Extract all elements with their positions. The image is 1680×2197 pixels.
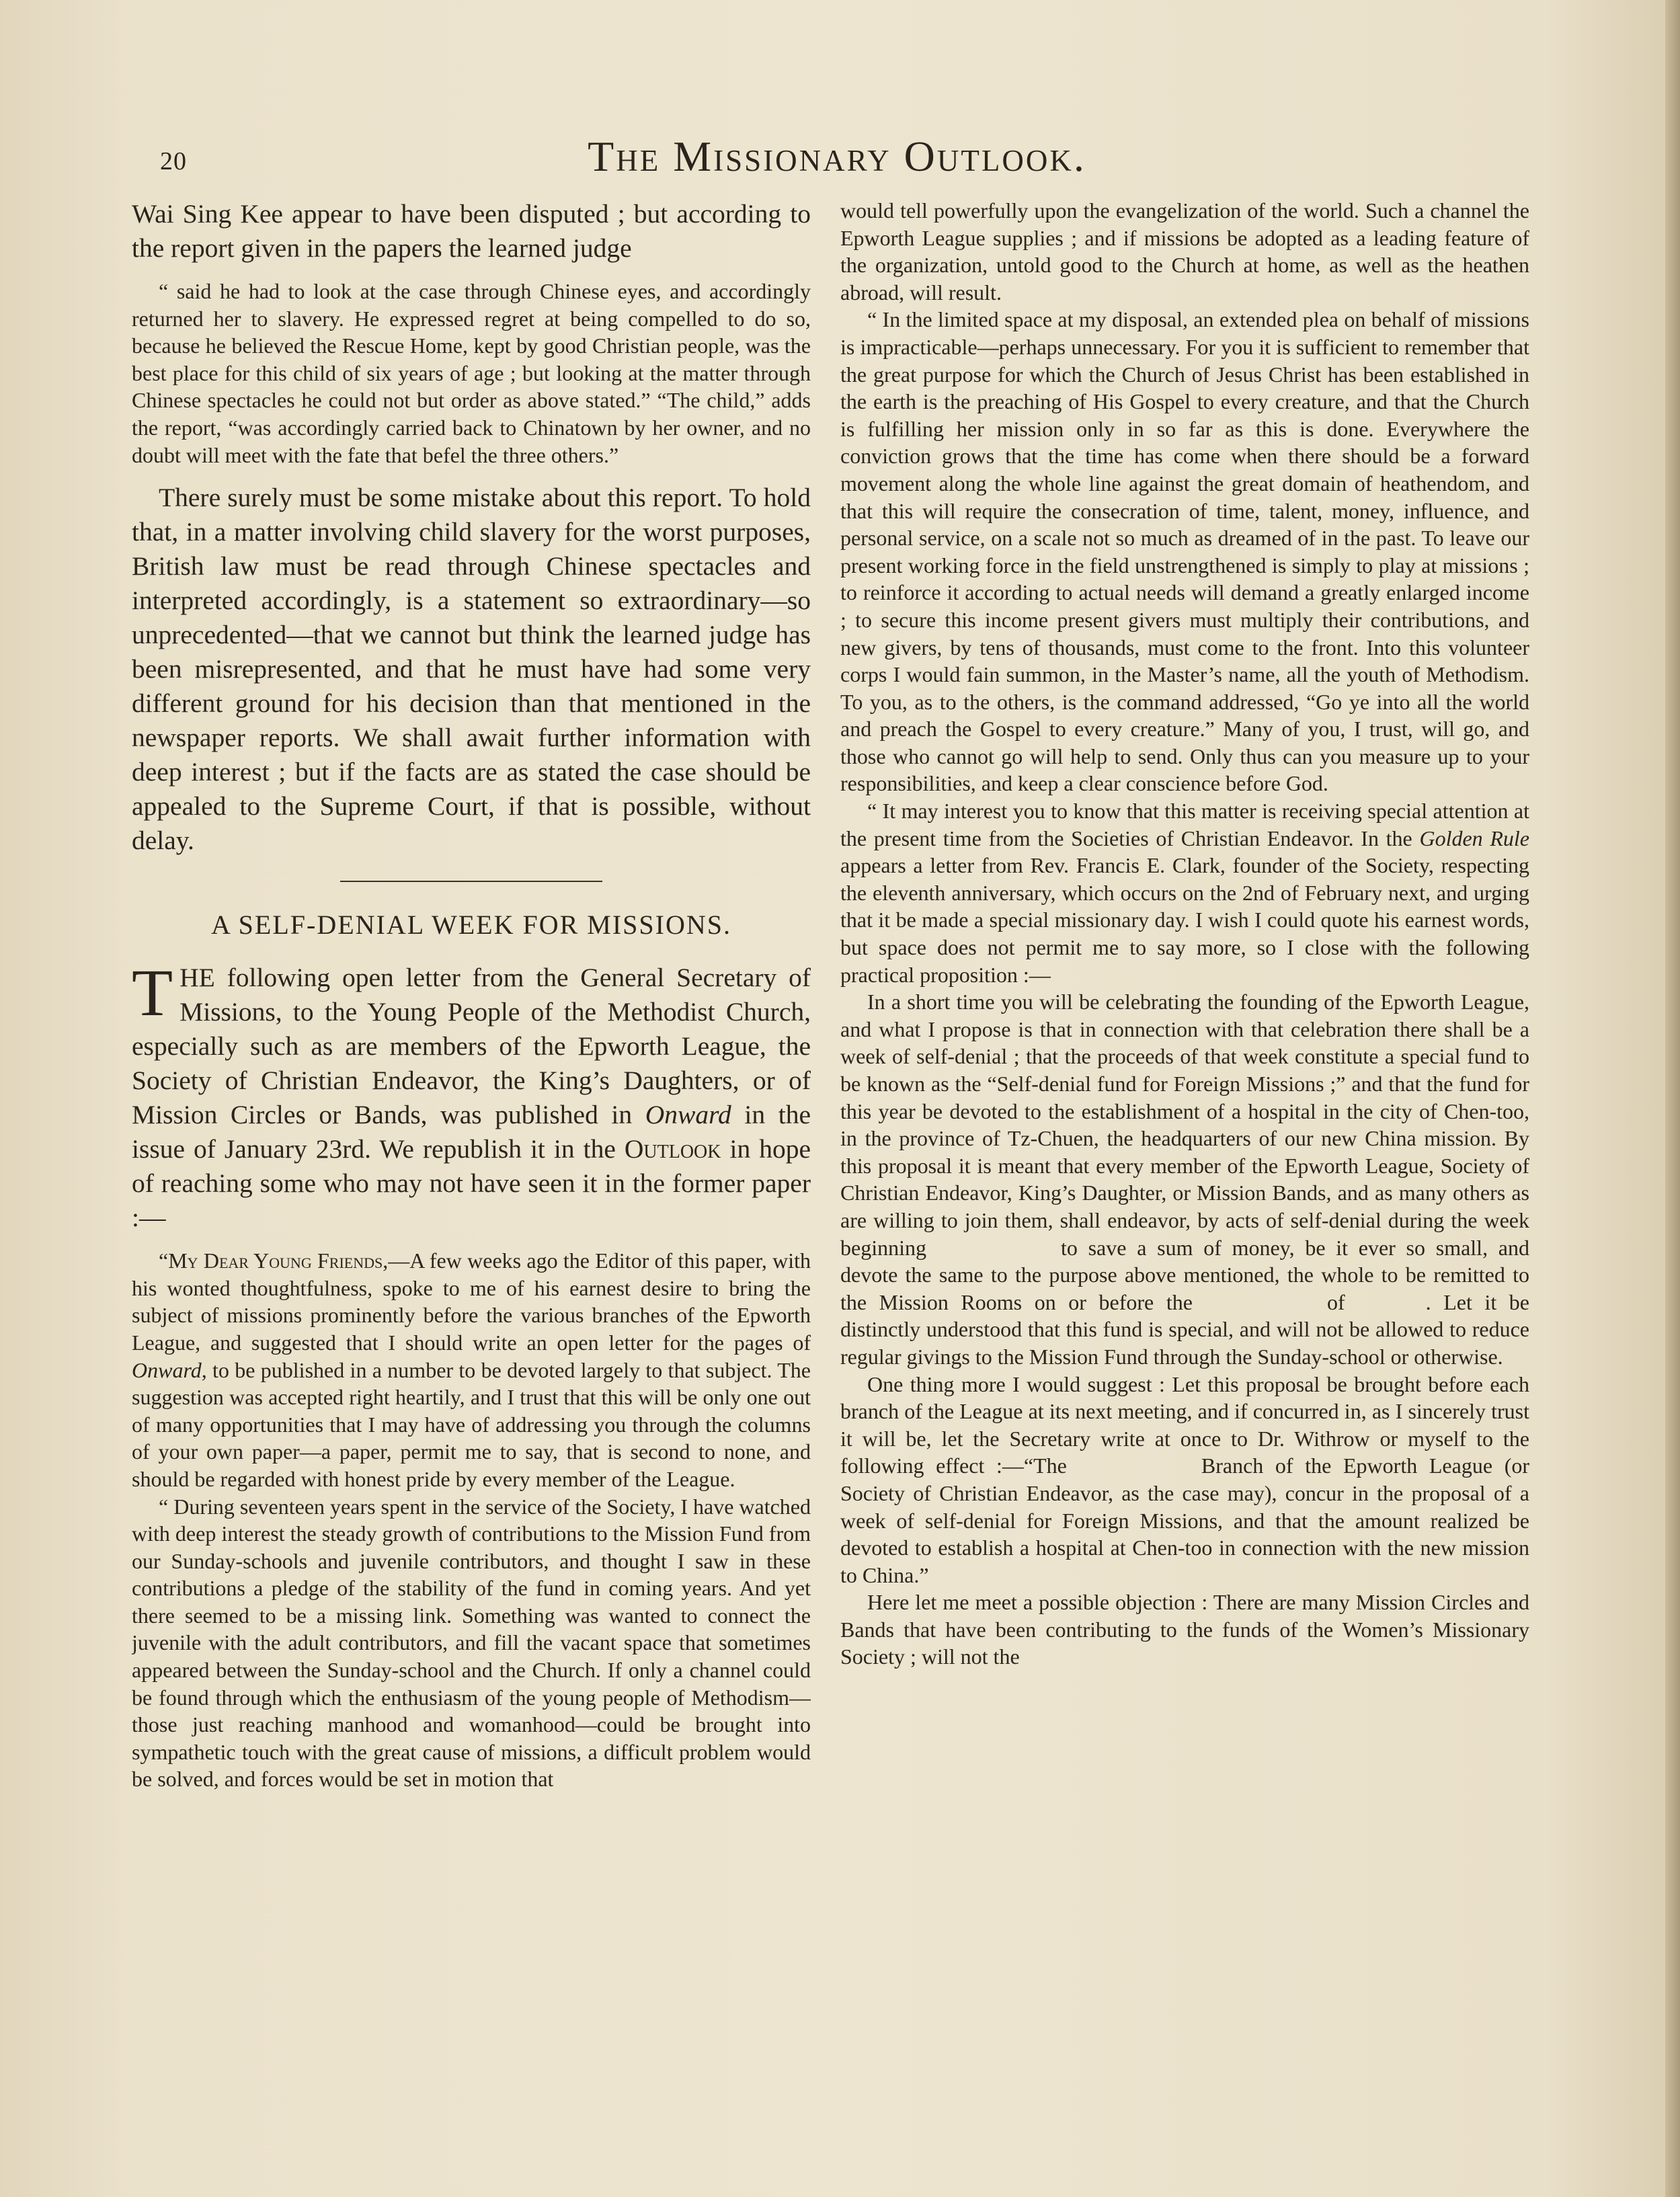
letter-text: One thing more I would suggest : Let this proposal be brought before each branch of the League at its next meeting, and if concurred in, as I sincerely trust it will be, let the Secretary write at once to Dr. Withrow or myself to the following effect :—“The [840, 1371, 1529, 1478]
intro-text: in the issue of January 23rd. We republish it in the [132, 1100, 811, 1164]
letter-text: “ It may interest you to know that this matter is receiving special attention at the present time from the Societies of Christian Endeavor. In the [840, 799, 1529, 850]
left-column [132, 197, 811, 2187]
letter-text: . Let it be distinctly understood that this fund is special, and will not be allowed to reduce regular givings to the Mission Fund through the Sunday-school or otherwise. [840, 1289, 1529, 1369]
paragraph: Wai Sing Kee appear to have been disputed ; but according to the report given in the papers the learned judge [132, 199, 811, 263]
article-heading: A SELF-DENIAL WEEK FOR MISSIONS. [210, 910, 732, 941]
salutation: “My Dear Young Friends, [159, 1248, 389, 1273]
letter-paragraph: Here let me meet a possible objection : There are many Mission Circles and Bands that have been contributing to the funds of the Women’s Missionary Society ; will not the [840, 1590, 1529, 1669]
intro-italic: Onward [645, 1100, 731, 1130]
letter-italic: Onward, [132, 1357, 207, 1382]
letter-text: appears a letter from Rev. Francis E. Clark, founder of the Society, respecting the eleventh anniversary, which occurs on the 2nd of February next, and urging that it be made a special missionary day. I wish I could quote his earnest words, but space does not permit me to say more, so I close with the following practical proposition :— [840, 853, 1529, 987]
page-edge [1665, 0, 1680, 2197]
letter-text: Branch of the Epworth League (or Society of Christian Endeavor, as the case may), concur in the proposal of a week of self-denial for Foreign Missions, and that the amount realized be devoted to establish a hospital at Chen-too in connection with the new mission to China.” [840, 1453, 1529, 1587]
letter-paragraph [840, 797, 1529, 988]
intro-text: in hope of reaching some who may not have seen it in the former paper :— [132, 1134, 811, 1233]
letter-paragraph: “ In the limited space at my disposal, an extended plea on behalf of missions is impracticable—perhaps unnecessary. For you it is sufficient to remember that the great purpose for which the Church of Jesus Christ has been established in the earth is the preaching of His Gospel to every creature, and that the Church is fulfilling her mission only in so far as this is done. Everywhere the conviction grows that the time has come when there should be a forward movement along the whole line against the great domain of heathendom, and that this will require the consecration of time, talent, money, influence, and personal service, on a scale not so much as dreamed of in the past. To leave our present working force in the field unstrengthened is simply to play at missions ; to reinforce it according to actual needs will demand a greatly enlarged income ; to secure this income present givers must multiply their contributions, and new givers, by tens of thousands, must come to the front. Into this volunteer corps I would fain summon, in the Master’s name, all the youth of Methodism. To you, as to the others, is the command addressed, “Go ye into all the world and preach the Gospel to every creature.” Many of you, I trust, will go, and those who cannot go will help to send. Only thus can you measure up to your responsibilities, and keep a clear conscience before God. [840, 307, 1529, 796]
drop-cap: T [132, 955, 173, 1031]
right-column [840, 197, 1529, 2187]
letter-paragraph [132, 1247, 811, 1492]
letter-paragraph [840, 988, 1529, 1370]
letter-text: to save a sum of money, be it ever so small, and devote the same to the purpose above mentioned, the whole to be remitted to the Mission Rooms on or before the [840, 1235, 1529, 1314]
letter-paragraph [840, 1371, 1529, 1589]
letter-italic: Golden Rule [1419, 826, 1529, 850]
letter-paragraph: “ During seventeen years spent in the service of the Society, I have watched with deep interest the steady growth of contributions to the Mission Fund from our Sunday-schools and juvenile contributors, and thought I saw in these contributions a pledge of the stability of the fund in coming years. And yet there seemed to be a missing link. Something was wanted to connect the juvenile with the adult contributors, and fill the vacant space that sometimes appeared between the Sunday-school and the Church. If only a channel could be found through which the enthusiasm of the young people of Methodism—those just reaching manhood and womanhood—could be brought into sympathetic touch with the great cause of missions, a difficult problem would be solved, and forces would be set in motion that [132, 1494, 811, 1792]
letter-text: In a short time you will be celebrating the founding of the Epworth League, and what I propose is that in connection with that celebration there shall be a week of self-denial ; that the proceeds of that week constitute a special fund to be known as the “Self-denial fund for Foreign Missions ;” and that the fund for this year be devoted to the establishment of a hospital in the city of Chen-too, in the province of Tz-Chuen, the headquarters of our new China mission. By this proposal it is meant that every member of the Epworth League, Society of Christian Endeavor, King’s Daughter, or Mission Bands, and as many others as are willing to join them, shall endeavor, by acts of self-denial during the week beginning [840, 990, 1529, 1260]
section-divider [340, 881, 602, 882]
letter-text: —A few weeks ago the Editor of this paper, with his wonted thoughtfulness, spoke to me of his earnest desire to bring the subject of missions prominently before the various branches of the Epworth League, and suggested that I should write an open letter for the pages of [132, 1248, 811, 1355]
block-quote: “ said he had to look at the case through Chinese eyes, and accordingly returned her to slavery. He expressed regret at being compelled to do so, because he believed the Rescue Home, kept by good Christian people, was the best place for this child of six years of age ; but looking at the matter through Chinese spectacles he could not but order as above stated.” “The child,” adds the report, “was accordingly carried back to Chinatown by her owner, and no doubt will meet with the fate that befel the three others.” [132, 279, 811, 467]
letter-text: of [1326, 1289, 1345, 1314]
journal-title: The Missionary Outlook. [588, 132, 1086, 180]
page-number: 20 [160, 147, 187, 175]
paragraph: There surely must be some mistake about this report. To hold that, in a matter involving child slavery for the worst purposes, British law must be read through Chinese spectacles and interpreted accordingly, is a statement so extraordinary—so unprecedented—that we cannot but think the learned judge has been misrepresented, and that he must have had some very different ground for his decision than that mentioned in the newspaper reports. We shall await further information with deep interest ; but if the facts are as stated the case should be appealed to the Supreme Court, if that is possible, without delay. [132, 483, 811, 856]
intro-text: HE following open letter from the General Secretary of Missions, to the Young People of the Methodist Church, especially such as are members of the Epworth League, the Society of Christian Endeavor, the King’s Daughters, or of Mission Circles or Bands, was published in [132, 963, 811, 1130]
running-header [134, 132, 1539, 192]
article-intro [132, 955, 811, 1235]
letter-paragraph: would tell powerfully upon the evangelization of the world. Such a channel the Epworth League supplies ; and if missions be adopted as a leading feature of the organization, untold good to the Church at home, as well as the heathen abroad, will result. [840, 198, 1529, 305]
intro-smallcaps: Outlook [624, 1134, 721, 1164]
letter-text: to be published in a number to be devoted largely to that subject. The suggestion was accepted right heartily, and I trust that this will be only one out of many opportunities that I may have of addressing you through the columns of your own paper—a paper, permit me to say, that is second to none, and should be regarded with honest pride by every member of the League. [132, 1357, 811, 1491]
